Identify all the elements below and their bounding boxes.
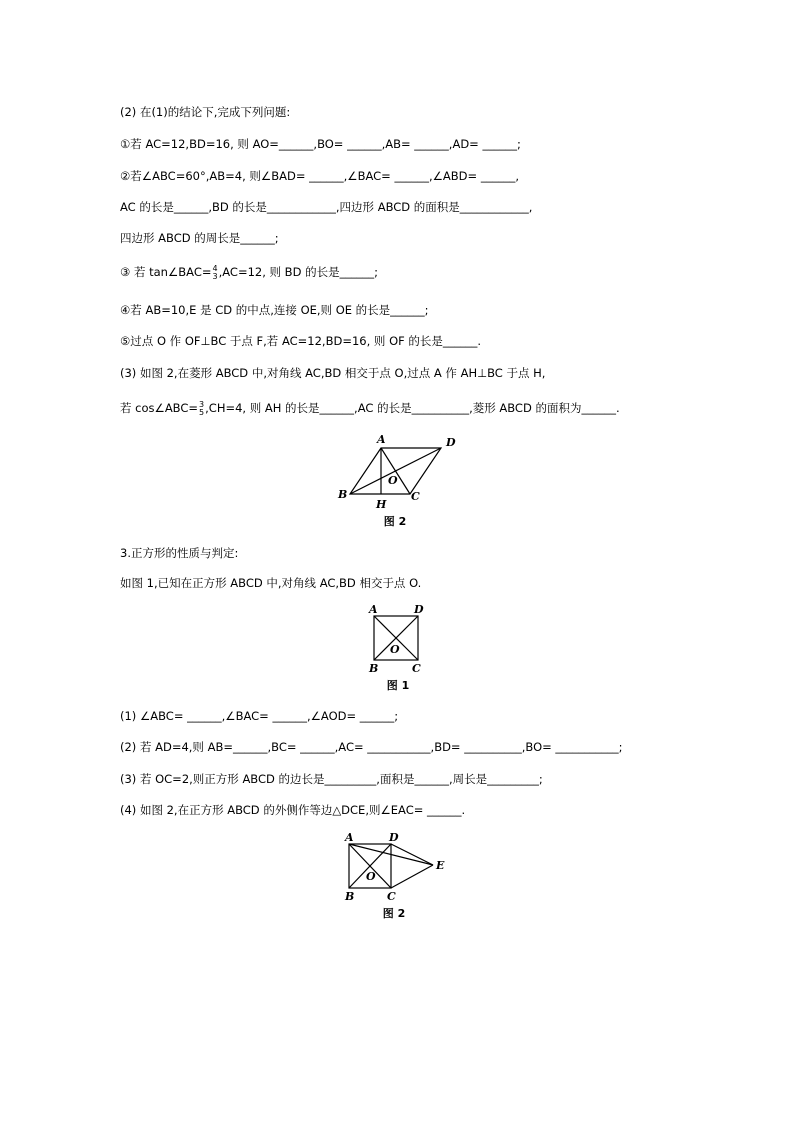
question-2-1: ①若 AC=12,BD=16, 则 AO=______,BO= ______,AB= ______,AD= ______;: [120, 137, 521, 151]
label-b: B: [369, 662, 379, 675]
fraction-numerator: 4: [212, 263, 218, 273]
q3b-suffix: ,CH=4, 则 AH 的长是______,AC 的长是__________,菱形 ABCD 的面积为______.: [205, 401, 620, 415]
part2-intro: (2) 在(1)的结论下,完成下列问题:: [120, 105, 291, 119]
label-o: O: [366, 870, 376, 883]
label-c: C: [412, 662, 421, 675]
question-2-2b: AC 的长是______,BD 的长是____________,四边形 ABCD 的面积是____________,: [120, 200, 533, 214]
question-2-2c: 四边形 ABCD 的周长是______;: [120, 231, 279, 245]
square-question-1: (1) ∠ABC= ______,∠BAC= ______,∠AOD= ______;: [120, 709, 399, 723]
question-2-4: ④若 AB=10,E 是 CD 的中点,连接 OE,则 OE 的长是______;: [120, 303, 429, 317]
rhombus-caption: 图 2: [383, 515, 407, 528]
square-figure-2: [340, 829, 450, 905]
question-2-5: ⑤过点 O 作 OF⊥BC 于点 F,若 AC=12,BD=16, 则 OF 的长是______.: [120, 334, 482, 348]
q3-suffix: ,AC=12, 则 BD 的长是______;: [218, 265, 378, 279]
label-a: A: [345, 831, 354, 844]
label-o: O: [388, 474, 398, 487]
label-d: D: [446, 436, 456, 449]
label-b: B: [345, 890, 355, 903]
label-h: H: [376, 498, 387, 511]
q3-prefix: ③ 若 tan∠BAC=: [120, 265, 212, 279]
rhombus-figure: [330, 428, 470, 512]
label-c: C: [387, 890, 396, 903]
question-3-b: [120, 400, 620, 417]
label-o: O: [390, 643, 400, 656]
fraction-numerator: 3: [199, 399, 205, 409]
fraction-denominator: 3: [212, 271, 218, 281]
square-question-3: (3) 若 OC=2,则正方形 ABCD 的边长是_________,面积是______,周长是_________;: [120, 772, 543, 786]
segment-ce: [391, 865, 433, 888]
square-question-4: (4) 如图 2,在正方形 ABCD 的外侧作等边△DCE,则∠EAC= ______.: [120, 803, 466, 817]
label-e: E: [436, 859, 445, 872]
label-a: A: [369, 603, 378, 616]
square-figure-1: [362, 602, 432, 676]
question-3-a: (3) 如图 2,在菱形 ABCD 中,对角线 AC,BD 相交于点 O,过点 A 作 AH⊥BC 于点 H,: [120, 366, 546, 380]
label-d: D: [389, 831, 399, 844]
diagonal-bd: [350, 448, 441, 494]
label-a: A: [377, 433, 386, 446]
square-caption-1: 图 1: [386, 679, 410, 692]
section-3-intro: 如图 1,已知在正方形 ABCD 中,对角线 AC,BD 相交于点 O.: [120, 576, 422, 590]
square-diagram-2: [340, 829, 450, 905]
question-2-3: [120, 264, 378, 281]
label-c: C: [411, 490, 420, 503]
fraction-denominator: 5: [199, 407, 205, 417]
rhombus-diagram: [330, 428, 470, 512]
q3b-prefix: 若 cos∠ABC=: [120, 401, 199, 415]
square-caption-2: 图 2: [382, 907, 406, 920]
fraction-4-3: [213, 265, 218, 281]
square-question-2: (2) 若 AD=4,则 AB=______,BC= ______,AC= ___________,BD= __________,BO= ___________;: [120, 740, 623, 754]
segment-de: [391, 844, 433, 865]
question-2-2a: ②若∠ABC=60°,AB=4, 则∠BAD= ______,∠BAC= ______,∠ABD= ______,: [120, 169, 519, 183]
label-d: D: [414, 603, 424, 616]
label-b: B: [338, 488, 348, 501]
square-diagram-1: [362, 602, 432, 676]
section-3-title: 3.正方形的性质与判定:: [120, 546, 239, 560]
fraction-3-5: [199, 401, 204, 417]
